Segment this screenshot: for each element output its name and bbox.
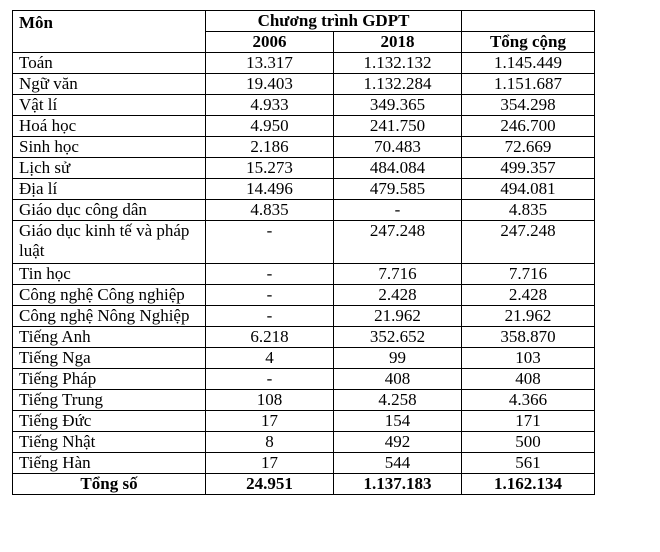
row-value-2018: 4.258: [334, 390, 462, 411]
row-value-2006: -: [206, 306, 334, 327]
total-row: [13, 474, 595, 495]
row-value-2006: 4.835: [206, 200, 334, 221]
row-total: 500: [462, 432, 595, 453]
row-subject: Tiếng Đức: [13, 411, 206, 432]
row-value-2006: -: [206, 264, 334, 285]
row-value-2018: 154: [334, 411, 462, 432]
table-body: [13, 53, 595, 474]
row-subject: Tiếng Pháp: [13, 369, 206, 390]
data-table-container: [12, 10, 595, 495]
header-2018: 2018: [334, 32, 462, 53]
row-value-2018: 247.248: [334, 221, 462, 264]
row-total: 171: [462, 411, 595, 432]
row-total: 1.145.449: [462, 53, 595, 74]
row-total: 494.081: [462, 179, 595, 200]
row-value-2018: 1.132.132: [334, 53, 462, 74]
total-2006: 24.951: [206, 474, 334, 495]
total-2018: 1.137.183: [334, 474, 462, 495]
row-subject: Công nghệ Công nghiệp: [13, 285, 206, 306]
row-total: 72.669: [462, 137, 595, 158]
table-row: [13, 264, 595, 285]
header-empty: [462, 11, 595, 32]
table-row: [13, 74, 595, 95]
row-subject: Ngữ văn: [13, 74, 206, 95]
row-subject: Vật lí: [13, 95, 206, 116]
row-subject: Tiếng Nga: [13, 348, 206, 369]
row-total: 1.151.687: [462, 74, 595, 95]
table-row: [13, 137, 595, 158]
row-subject: Tiếng Hàn: [13, 453, 206, 474]
row-value-2018: 544: [334, 453, 462, 474]
row-subject: Công nghệ Nông Nghiệp: [13, 306, 206, 327]
row-value-2006: 6.218: [206, 327, 334, 348]
row-subject: Hoá học: [13, 116, 206, 137]
row-value-2018: 7.716: [334, 264, 462, 285]
row-value-2018: 1.132.284: [334, 74, 462, 95]
row-total: 499.357: [462, 158, 595, 179]
row-value-2006: 4.933: [206, 95, 334, 116]
row-total: 354.298: [462, 95, 595, 116]
row-value-2018: 99: [334, 348, 462, 369]
row-subject: Giáo dục công dân: [13, 200, 206, 221]
row-value-2018: 479.585: [334, 179, 462, 200]
header-subject: Môn: [13, 11, 206, 53]
total-sum: 1.162.134: [462, 474, 595, 495]
row-total: 21.962: [462, 306, 595, 327]
row-value-2018: 492: [334, 432, 462, 453]
table-row: [13, 390, 595, 411]
row-total: 2.428: [462, 285, 595, 306]
row-subject: Lịch sử: [13, 158, 206, 179]
row-total: 408: [462, 369, 595, 390]
header-2006: 2006: [206, 32, 334, 53]
subject-count-table: [12, 10, 595, 495]
row-value-2006: -: [206, 369, 334, 390]
row-subject: Sinh học: [13, 137, 206, 158]
row-value-2018: 2.428: [334, 285, 462, 306]
row-total: 4.835: [462, 200, 595, 221]
table-row: [13, 221, 595, 264]
table-row: [13, 95, 595, 116]
table-row: [13, 348, 595, 369]
row-value-2018: 349.365: [334, 95, 462, 116]
table-row: [13, 200, 595, 221]
row-total: 246.700: [462, 116, 595, 137]
table-row: [13, 453, 595, 474]
row-value-2018: -: [334, 200, 462, 221]
table-row: [13, 116, 595, 137]
row-value-2018: 70.483: [334, 137, 462, 158]
table-row: [13, 285, 595, 306]
row-subject: Địa lí: [13, 179, 206, 200]
row-value-2018: 21.962: [334, 306, 462, 327]
table-row: [13, 53, 595, 74]
row-subject: Toán: [13, 53, 206, 74]
header-total: Tổng cộng: [462, 32, 595, 53]
row-value-2006: 15.273: [206, 158, 334, 179]
row-total: 103: [462, 348, 595, 369]
row-value-2006: 2.186: [206, 137, 334, 158]
row-value-2018: 408: [334, 369, 462, 390]
row-value-2006: 8: [206, 432, 334, 453]
total-label: Tổng số: [13, 474, 206, 495]
row-total: 247.248: [462, 221, 595, 264]
row-total: 7.716: [462, 264, 595, 285]
row-value-2006: 19.403: [206, 74, 334, 95]
table-row: [13, 158, 595, 179]
row-subject: Tiếng Nhật: [13, 432, 206, 453]
row-value-2006: 13.317: [206, 53, 334, 74]
row-value-2018: 484.084: [334, 158, 462, 179]
row-total: 561: [462, 453, 595, 474]
row-value-2006: 108: [206, 390, 334, 411]
table-row: [13, 411, 595, 432]
row-total: 358.870: [462, 327, 595, 348]
row-value-2006: 14.496: [206, 179, 334, 200]
table-row: [13, 432, 595, 453]
row-subject: Tiếng Trung: [13, 390, 206, 411]
row-subject: Tiếng Anh: [13, 327, 206, 348]
table-row: [13, 369, 595, 390]
table-row: [13, 306, 595, 327]
row-total: 4.366: [462, 390, 595, 411]
row-value-2006: 17: [206, 411, 334, 432]
row-value-2006: -: [206, 285, 334, 306]
row-value-2006: -: [206, 221, 334, 264]
header-program: Chương trình GDPT: [206, 11, 462, 32]
row-value-2018: 241.750: [334, 116, 462, 137]
table-row: [13, 327, 595, 348]
table-row: [13, 179, 595, 200]
row-subject: Tin học: [13, 264, 206, 285]
row-value-2006: 4: [206, 348, 334, 369]
row-value-2018: 352.652: [334, 327, 462, 348]
row-value-2006: 4.950: [206, 116, 334, 137]
row-value-2006: 17: [206, 453, 334, 474]
row-subject: Giáo dục kinh tế và pháp luật: [13, 221, 206, 264]
